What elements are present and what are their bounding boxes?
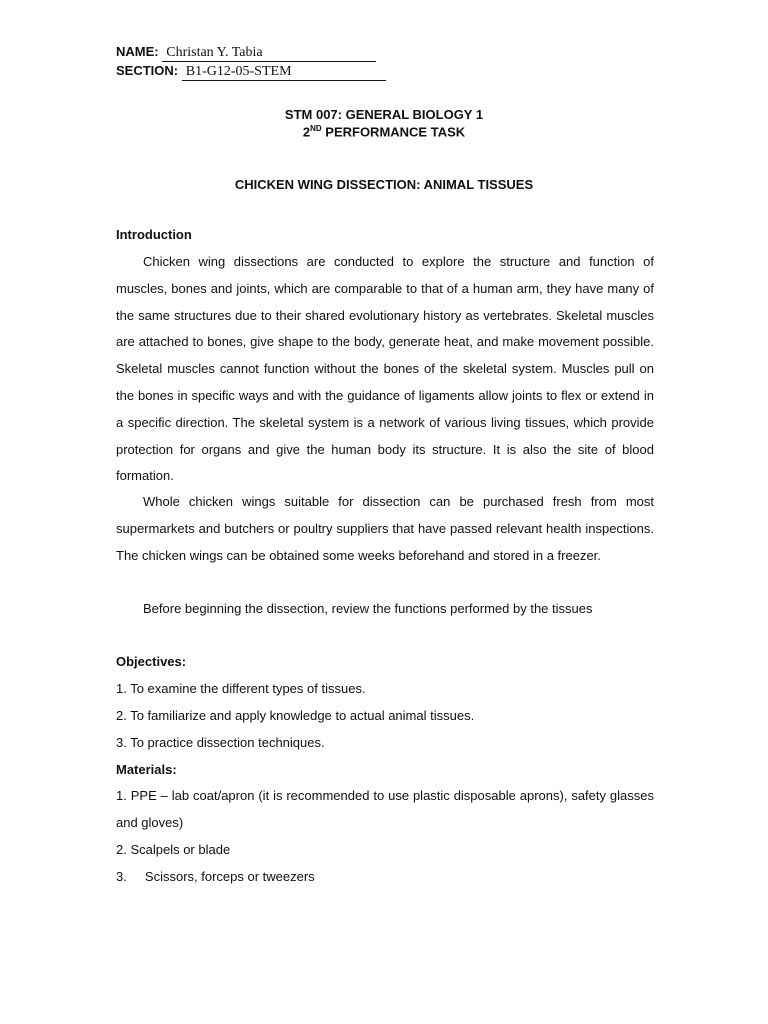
objective-item: 2. To familiarize and apply knowledge to actual animal tissues. [116,708,475,723]
course-title: STM 007: GENERAL BIOLOGY 1 [284,107,484,122]
section-row [116,63,386,81]
introduction-heading: Introduction [116,227,192,242]
section-label: SECTION: [116,63,179,78]
name-row [116,44,376,62]
introduction-paragraph-2: Whole chicken wings suitable for dissection can be purchased fresh from most supermarkets and butchers or poultry suppliers that have passed relevant health inspections. The chicken wings can be obtained some weeks beforehand and stored in a freezer. [116,494,654,563]
name-value: Christan Y. Tabia [162,45,376,62]
objective-item: 1. To examine the different types of tissues. [116,681,366,696]
material-item: 3. Scissors, forceps or tweezers [116,869,315,884]
task-superscript: ND [310,124,322,133]
material-item: 1. PPE – lab coat/apron (it is recommended to use plastic disposable aprons), safety glasses and gloves) [116,788,654,830]
objective-item: 3. To practice dissection techniques. [116,735,325,750]
introduction-paragraph-3: Before beginning the dissection, review the functions performed by the tissues [143,601,593,616]
name-label: NAME: [116,44,159,59]
document-subject: CHICKEN WING DISSECTION: ANIMAL TISSUES [234,177,534,192]
introduction-paragraph-1: Chicken wing dissections are conducted to explore the structure and function of muscles, bones and joints, which are comparable to that of a human arm, they have many of the same structures due to their shared evolutionary history as vertebrates. Skeletal muscles are attached to bones, give shape to the body, generate heat, and make movement possible. Skeletal muscles cannot function without the bones of the skeletal system. Muscles pull on the bones in specific ways and with the guidance of ligaments allow joints to flex or extend in a specific direction. The skeletal system is a network of various living tissues, which provide protection for organs and give the human body its structure. It is also the site of blood formation. [116,254,654,484]
materials-heading: Materials: [116,762,177,777]
material-item: 2. Scalpels or blade [116,842,231,857]
section-value: B1-G12-05-STEM [182,64,386,81]
task-rest: PERFORMANCE TASK [321,124,466,140]
objectives-heading: Objectives: [116,654,187,669]
task-number: 2 [302,124,311,140]
task-title [0,124,768,139]
